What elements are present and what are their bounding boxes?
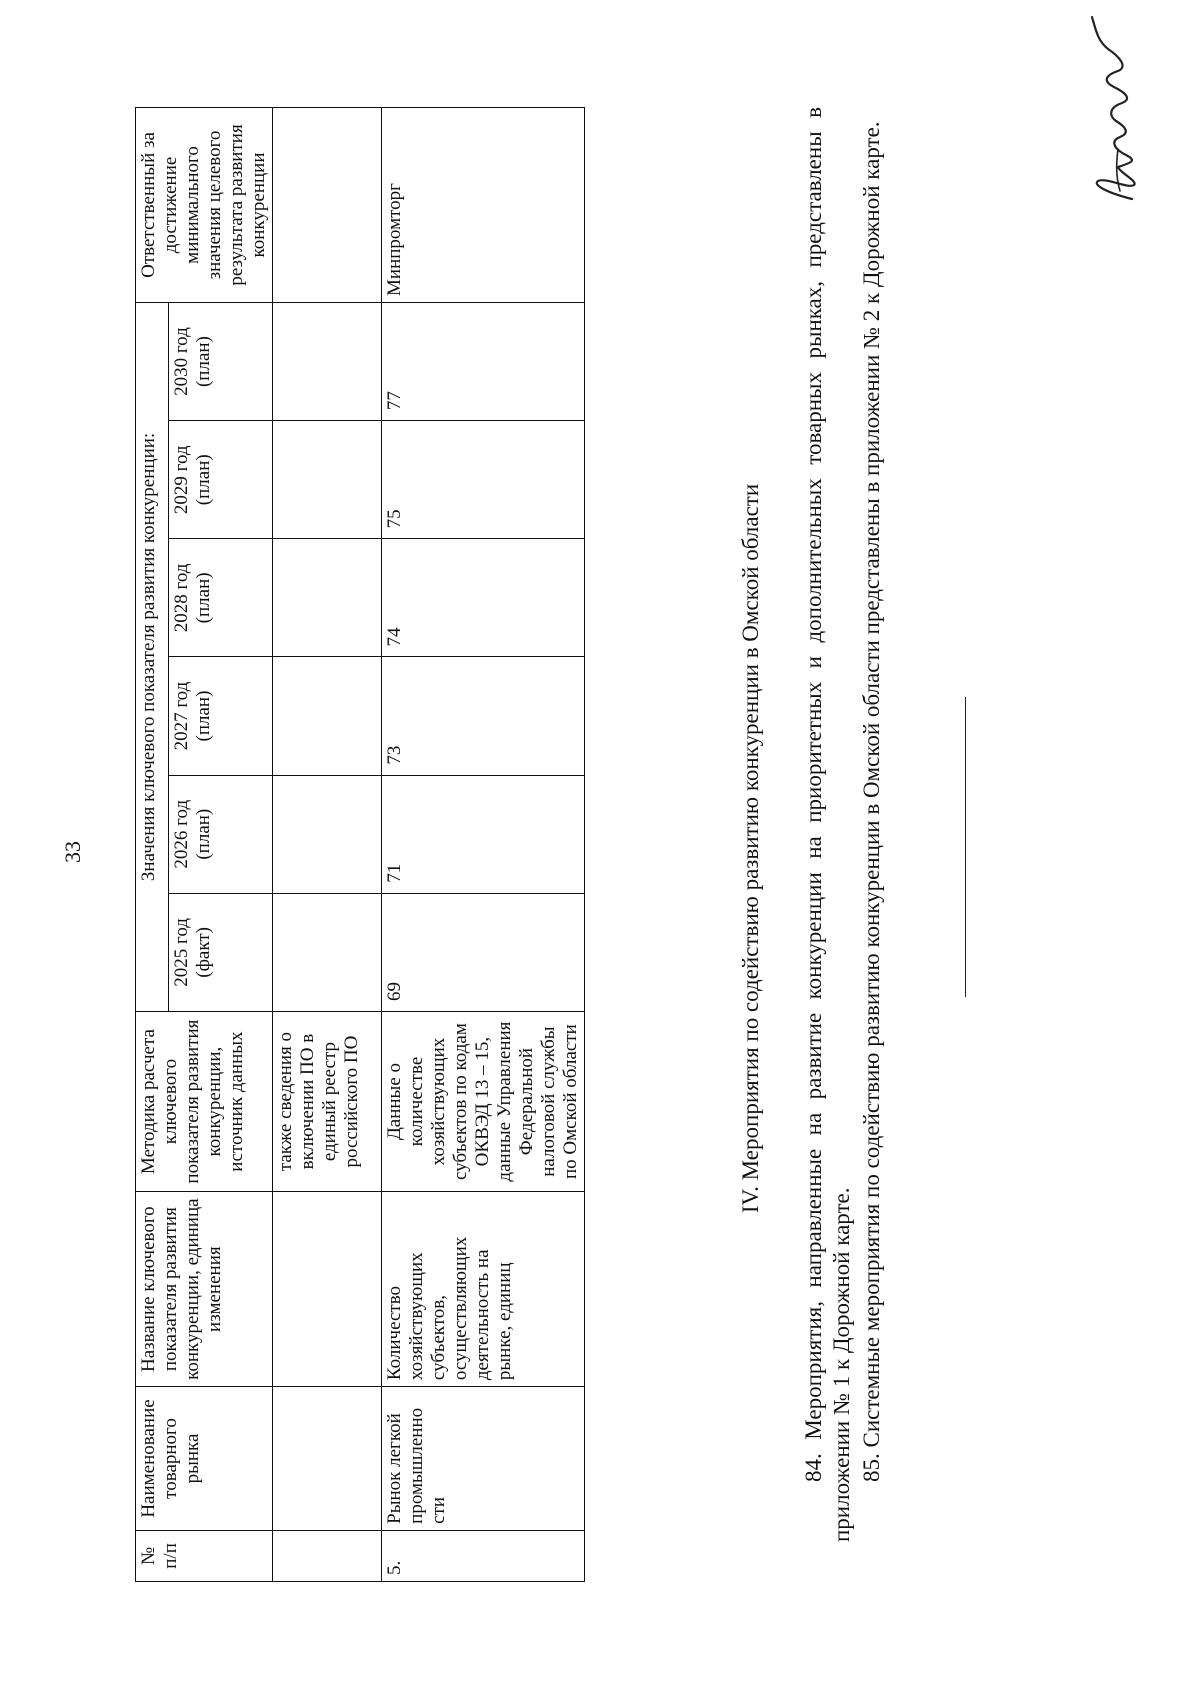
year-label: 2030 год [171, 327, 193, 396]
row-value-2025: 69 [382, 893, 585, 1011]
cell-empty [273, 108, 382, 303]
row-indicator: Количество хозяйствующих субъектов, осуществляющих деятельность на рынке, единиц [382, 1192, 585, 1387]
cell-empty [273, 1530, 382, 1581]
paragraph-85: 85. Системные мероприятия по содействию развитию конкуренции в Омской области представлены в приложении № 2 к Дорожной карте. [859, 121, 884, 1482]
paragraph-84: 84. Мероприятия, направленные на развитие конкуренции на приоритетных и дополнительных товарных рынках, представлены в приложении № 1 к Дорожной карте. [801, 107, 854, 1542]
header-method: Методика расчета ключевого показателя развития конкуренции, источник данных [136, 1011, 273, 1191]
cell-empty [273, 421, 382, 539]
header-year-2029 [169, 421, 273, 539]
row-value-2027: 73 [382, 657, 585, 775]
year-kind: (план) [193, 572, 215, 624]
section-heading: IV. Мероприятия по содействию развитию конкуренции в Омской области [738, 483, 763, 1214]
row-value-2029: 75 [382, 421, 585, 539]
header-num: № п/п [136, 1530, 273, 1581]
row-value-2030: 77 [382, 302, 585, 420]
header-market: Наименование товарного рынка [136, 1387, 273, 1531]
cell-empty [273, 302, 382, 420]
cell-empty [273, 657, 382, 775]
handwritten-signature [1080, 7, 1150, 207]
row-method: Данные о количестве хозяйствующих субъектов по кодам ОКВЭД 13 – 15, данные Управления Федеральной налоговой службы по Омской области [382, 1011, 585, 1191]
table-row-continuation [273, 108, 382, 1582]
year-label: 2026 год [171, 799, 193, 869]
header-responsible: Ответственный за достижение минимального значения целевого результата развития конкуренции [136, 108, 273, 303]
year-label: 2027 год [171, 681, 193, 751]
row-value-2026: 71 [382, 775, 585, 893]
row-value-2028: 74 [382, 539, 585, 657]
cell-empty [273, 893, 382, 1011]
year-kind: (план) [193, 454, 215, 506]
header-indicator: Название ключевого показателя развития конкуренции, единица изменения [136, 1192, 273, 1387]
end-rule [965, 697, 966, 997]
header-values-group: Значения ключевого показателя развития конкуренции: [136, 302, 169, 1011]
year-kind: (план) [193, 336, 215, 388]
year-kind: (план) [193, 690, 215, 742]
competition-indicators-table [135, 107, 585, 1582]
header-row [136, 108, 169, 1582]
header-year-2028 [169, 539, 273, 657]
cell-empty [273, 1387, 382, 1531]
header-year-2027 [169, 657, 273, 775]
continuation-method: также сведения о включении ПО в единый реестр российского ПО [273, 1011, 382, 1191]
row-market: Рынок легкой промышленно сти [382, 1387, 585, 1531]
cell-empty [273, 775, 382, 893]
year-kind: (план) [193, 808, 215, 860]
year-label: 2025 год [171, 918, 193, 987]
page-number: 33 [60, 841, 85, 863]
row-num: 5. [382, 1530, 585, 1581]
cell-empty [273, 539, 382, 657]
year-kind: (факт) [193, 927, 215, 978]
table-row [382, 108, 585, 1582]
header-year-2026 [169, 775, 273, 893]
row-responsible: Минпромторг [382, 108, 585, 303]
header-year-2025 [169, 893, 273, 1011]
year-label: 2028 год [171, 563, 193, 633]
header-year-2030 [169, 302, 273, 420]
year-label: 2029 год [171, 445, 193, 515]
cell-empty [273, 1192, 382, 1387]
